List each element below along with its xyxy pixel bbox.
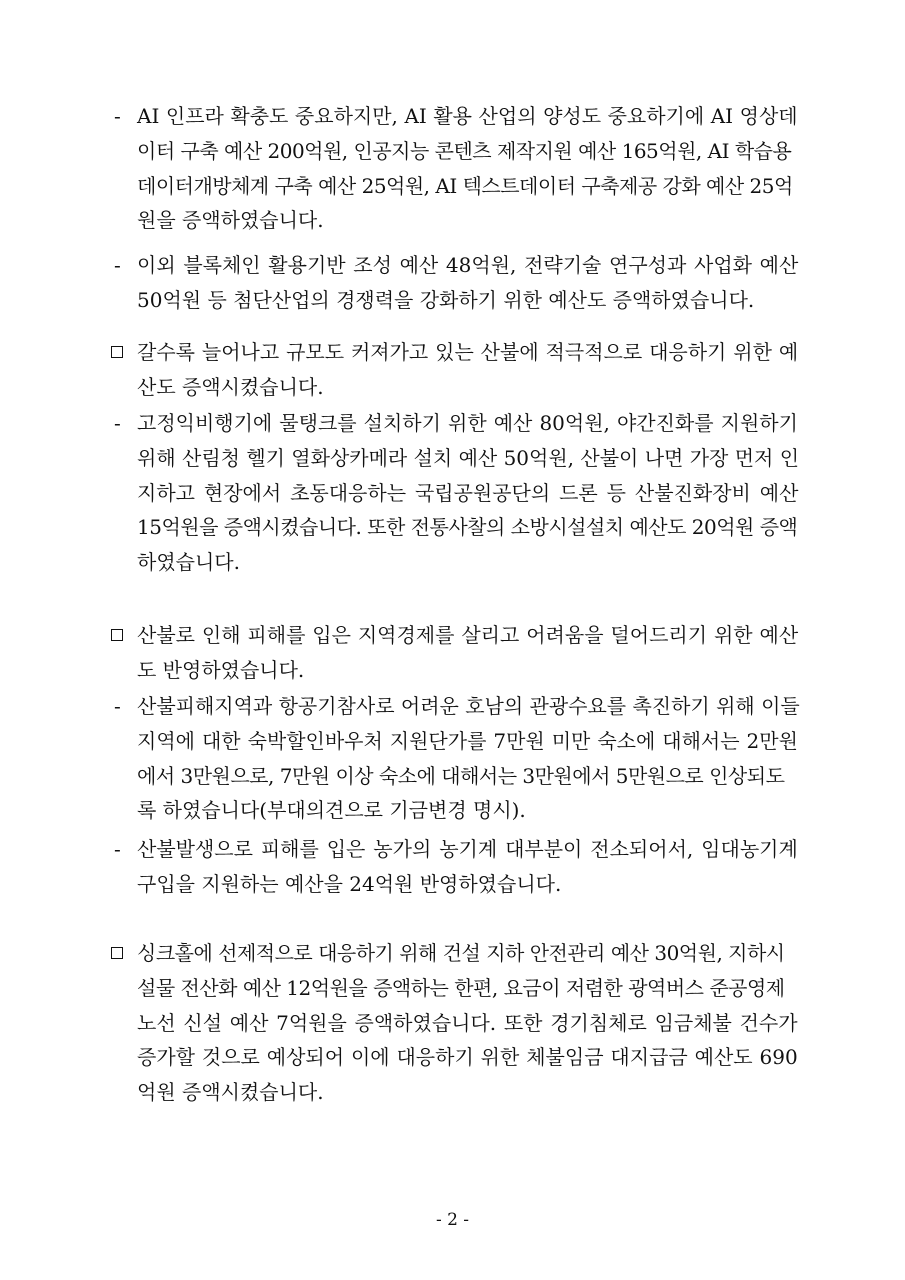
dash-bullet: -	[114, 694, 121, 718]
text-line: 지역에 대한 숙박할인바우처 지원단가를 7만원 미만 숙소에 대해서는 2만원	[137, 728, 798, 753]
page-number: - 2 -	[435, 1210, 470, 1230]
text-line: 도 반영하였습니다.	[137, 657, 305, 682]
text-line: 노선 신설 예산 7억원을 증액하였습니다. 또한 경기침체로 임금체불 건수가	[137, 1010, 798, 1035]
text-line: AI 인프라 확충도 중요하지만, AI 활용 산업의 양성도 중요하기에 AI 영상데	[137, 104, 798, 128]
text-line: 15억원을 증액시켰습니다. 또한 전통사찰의 소방시설설치 예산도 20억원 증액	[137, 515, 798, 540]
text-line: 증가할 것으로 예상되어 이에 대응하기 위한 체불임금 대지급금 예산도 690	[137, 1045, 798, 1070]
text-line: 50억원 등 첨단산업의 경쟁력을 강화하기 위한 예산도 증액하였습니다.	[137, 287, 755, 312]
text-line: 갈수록 늘어나고 규모도 커져가고 있는 산불에 적극적으로 대응하기 위한 예	[137, 340, 799, 364]
text-line: 산불발생으로 피해를 입은 농가의 농기계 대부분이 전소되어서, 임대농기계	[137, 837, 798, 861]
text-line: 산불로 인해 피해를 입은 지역경제를 살리고 어려움을 덜어드리기 위한 예산	[137, 623, 799, 647]
text-line: 이터 구축 예산 200억원, 인공지능 콘텐츠 제작지원 예산 165억원, AI 학습용	[137, 138, 792, 163]
text-line: 설물 전산화 예산 12억원을 증액하는 한편, 요금이 저렴한 광역버스 준공영제	[137, 975, 785, 1000]
text-line: 지하고 현장에서 초동대응하는 국립공원공단의 드론 등 산불진화장비 예산	[137, 480, 799, 505]
text-line: 에서 3만원으로, 7만원 이상 숙소에 대해서는 3만원에서 5만원으로 인상되도	[137, 763, 785, 788]
dash-bullet: -	[114, 104, 121, 128]
text-line: 고정익비행기에 물탱크를 설치하기 위한 예산 80억원, 야간진화를 지원하기	[137, 411, 798, 435]
dash-bullet: -	[114, 837, 121, 861]
dash-bullet: -	[114, 253, 121, 277]
text-line: 싱크홀에 선제적으로 대응하기 위해 건설 지하 안전관리 예산 30억원, 지하시	[137, 941, 785, 965]
checkbox-bullet-icon	[111, 346, 123, 358]
text-line: 산도 증액시켰습니다.	[137, 374, 324, 399]
text-line: 억원 증액시켰습니다.	[137, 1080, 324, 1105]
text-line: 산불피해지역과 항공기참사로 어려운 호남의 관광수요를 촉진하기 위해 이들	[137, 694, 800, 718]
checkbox-bullet-icon	[111, 947, 123, 959]
text-line: 위해 산림청 헬기 열화상카메라 설치 예산 50억원, 산불이 나면 가장 먼저 인	[137, 445, 800, 470]
dash-bullet: -	[114, 411, 121, 435]
checkbox-bullet-icon	[111, 629, 123, 641]
text-line: 이외 블록체인 활용기반 조성 예산 48억원, 전략기술 연구성과 사업화 예산	[137, 253, 799, 277]
text-line: 록 하였습니다(부대의견으로 기금변경 명시).	[137, 798, 526, 823]
text-line: 하였습니다.	[137, 550, 240, 575]
text-line: 구입을 지원하는 예산을 24억원 반영하였습니다.	[137, 871, 562, 896]
text-line: 원을 증액하였습니다.	[137, 208, 324, 233]
text-line: 데이터개방체계 구축 예산 25억원, AI 텍스트데이터 구축제공 강화 예산 25억	[137, 173, 793, 198]
